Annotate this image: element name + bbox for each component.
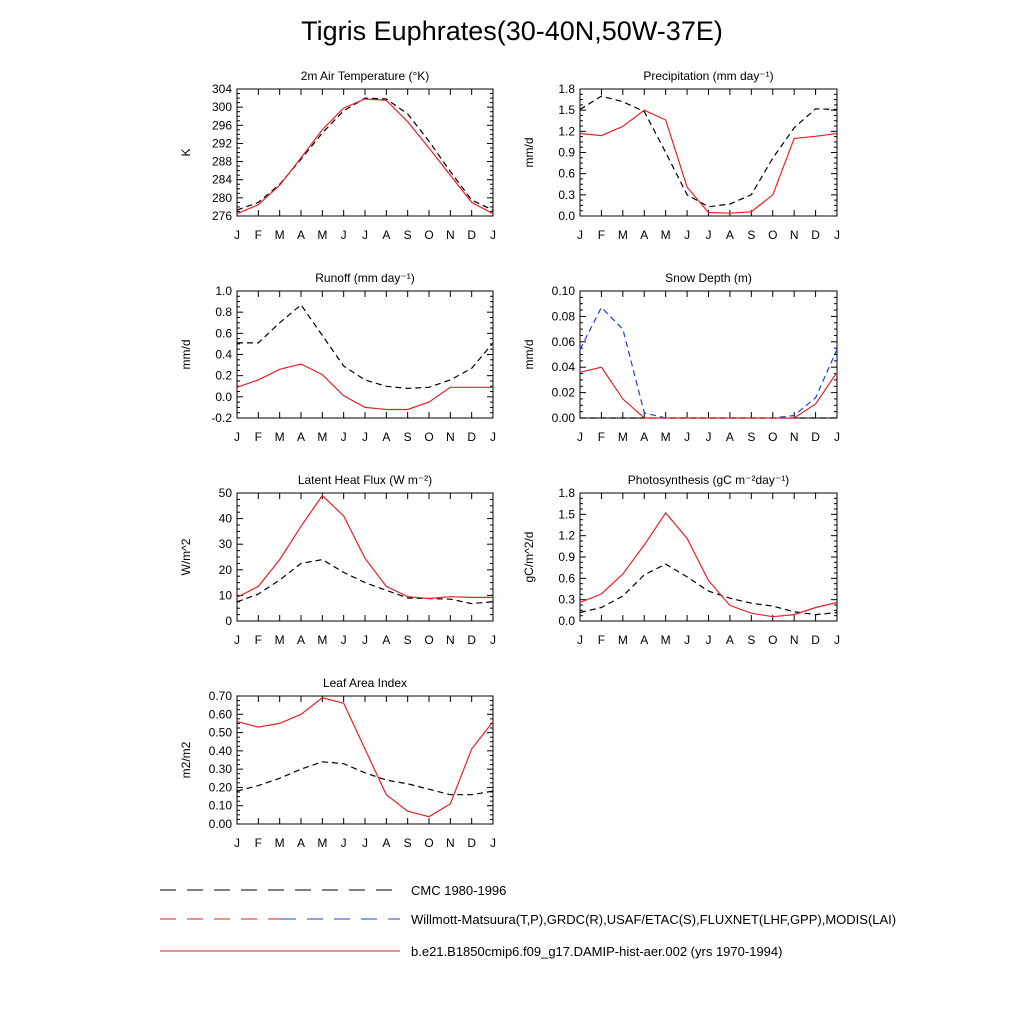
x-tick-label: M	[317, 228, 328, 242]
series-line-obs	[237, 305, 493, 389]
x-tick-label: J	[834, 430, 840, 444]
x-tick-label: N	[445, 836, 455, 850]
legend-label-2: b.e21.B1850cmip6.f09_g17.DAMIP-hist-aer.002 (yrs 1970-1994)	[411, 944, 783, 959]
y-tick-label: 292	[211, 136, 232, 151]
y-tick-label: 1.0	[215, 284, 232, 298]
x-tick-label: A	[725, 430, 734, 444]
x-tick-label: J	[340, 633, 347, 647]
x-tick-label: J	[340, 228, 347, 242]
series-line-model	[580, 513, 837, 617]
y-tick-label: 1.8	[558, 486, 575, 500]
x-tick-label: M	[617, 228, 628, 242]
y-tick-label: 0.3	[558, 187, 575, 202]
chart-panel-0	[179, 69, 496, 242]
y-tick-label: 0.30	[208, 762, 232, 777]
y-tick-label: 0.9	[558, 550, 575, 564]
x-tick-label: J	[490, 228, 496, 242]
y-tick-label: 0.02	[551, 385, 575, 400]
x-tick-label: S	[403, 633, 412, 647]
y-tick-label: 0.70	[208, 689, 232, 703]
x-tick-label: J	[234, 430, 240, 444]
y-tick-label: 0.40	[208, 743, 232, 758]
series-line-model	[237, 99, 493, 214]
x-tick-label: F	[597, 633, 606, 647]
x-tick-label: J	[234, 228, 240, 242]
y-axis-label: m2/m2	[179, 741, 193, 779]
x-tick-label: N	[445, 430, 455, 444]
panel-title: Photosynthesis (gC m⁻²day⁻¹)	[627, 473, 790, 487]
x-tick-label: M	[660, 633, 671, 647]
x-tick-label: J	[340, 836, 347, 850]
x-tick-label: J	[577, 228, 583, 242]
plot-frame	[580, 291, 837, 418]
y-tick-label: 0	[225, 614, 232, 628]
x-tick-label: A	[382, 430, 391, 444]
figure-title: Tigris Euphrates(30-40N,50W-37E)	[301, 16, 723, 46]
x-tick-label: S	[403, 228, 412, 242]
x-tick-label: N	[789, 430, 799, 444]
y-tick-label: 0.10	[551, 284, 575, 298]
x-tick-label: D	[467, 836, 477, 850]
x-tick-label: S	[403, 836, 412, 850]
x-tick-label: J	[490, 430, 496, 444]
y-tick-label: 1.2	[558, 124, 575, 139]
y-axis-label: mm/d	[522, 137, 536, 168]
y-tick-label: 0.6	[215, 326, 232, 341]
x-tick-label: O	[768, 430, 778, 444]
y-axis-label: mm/d	[179, 339, 193, 370]
x-tick-label: D	[467, 228, 477, 242]
x-tick-label: F	[254, 228, 263, 242]
panel-title: Precipitation (mm day⁻¹)	[643, 69, 774, 83]
x-tick-label: J	[490, 633, 496, 647]
series-line-obs	[580, 308, 837, 419]
y-tick-label: 0.50	[208, 725, 232, 740]
x-tick-label: O	[424, 836, 434, 850]
x-tick-label: J	[684, 633, 691, 647]
y-tick-label: 0.06	[551, 334, 575, 349]
y-tick-label: 1.5	[558, 103, 575, 118]
x-tick-label: J	[577, 633, 583, 647]
x-tick-label: J	[362, 633, 368, 647]
panel-title: Latent Heat Flux (W m⁻²)	[297, 473, 433, 487]
x-tick-label: M	[317, 633, 328, 647]
x-tick-label: M	[660, 430, 671, 444]
series-line-obs	[237, 98, 493, 210]
x-tick-label: J	[705, 228, 712, 242]
x-tick-label: J	[234, 836, 240, 850]
y-tick-label: 0.4	[215, 347, 232, 362]
x-tick-label: A	[640, 633, 649, 647]
y-tick-label: 0.6	[558, 571, 575, 586]
panel-title: Runoff (mm day⁻¹)	[315, 271, 415, 285]
y-tick-label: 296	[211, 118, 232, 133]
x-tick-label: N	[445, 633, 455, 647]
y-tick-label: 0.00	[208, 817, 232, 831]
x-tick-label: S	[747, 228, 756, 242]
x-tick-label: J	[362, 836, 368, 850]
x-tick-label: J	[340, 430, 347, 444]
x-tick-label: M	[617, 633, 628, 647]
x-tick-label: S	[747, 633, 756, 647]
x-tick-label: J	[362, 430, 368, 444]
x-tick-label: D	[467, 430, 477, 444]
y-tick-label: 10	[218, 588, 232, 603]
legend-label-1: Willmott-Matsuura(T,P),GRDC(R),USAF/ETAC(S),FLUXNET(LHF,GPP),MODIS(LAI)	[411, 912, 897, 927]
y-tick-label: 1.5	[558, 507, 575, 522]
chart-panel-1	[522, 69, 840, 242]
x-tick-label: A	[382, 228, 391, 242]
x-tick-label: M	[274, 228, 285, 242]
y-tick-label: 0.0	[558, 209, 575, 223]
y-tick-label: 276	[211, 209, 232, 223]
x-tick-label: J	[834, 633, 840, 647]
y-tick-label: -0.2	[211, 411, 232, 425]
plot-frame	[237, 696, 493, 824]
legend	[160, 883, 896, 959]
y-tick-label: 0.3	[558, 592, 575, 607]
x-tick-label: O	[424, 430, 434, 444]
x-tick-label: D	[811, 633, 820, 647]
y-tick-label: 1.8	[558, 82, 575, 96]
x-tick-label: A	[296, 633, 306, 647]
plot-frame	[580, 89, 837, 216]
y-axis-label: gC/m^2/d	[522, 531, 536, 583]
x-tick-label: J	[705, 633, 712, 647]
x-tick-label: O	[768, 228, 778, 242]
x-tick-label: F	[254, 836, 263, 850]
x-tick-label: J	[684, 430, 691, 444]
x-tick-label: F	[254, 633, 263, 647]
y-tick-label: 30	[218, 537, 232, 552]
x-tick-label: M	[617, 430, 628, 444]
x-tick-label: M	[274, 836, 285, 850]
x-tick-label: N	[445, 228, 455, 242]
y-tick-label: 40	[218, 511, 232, 526]
series-line-model	[237, 698, 493, 817]
y-tick-label: 0.10	[208, 798, 232, 813]
y-tick-label: 0.04	[551, 360, 575, 375]
panel-title: Snow Depth (m)	[665, 271, 752, 285]
y-tick-label: 0.6	[558, 166, 575, 181]
x-tick-label: M	[317, 836, 328, 850]
legend-label-0: CMC 1980-1996	[411, 883, 507, 898]
x-tick-label: F	[597, 430, 606, 444]
x-tick-label: F	[597, 228, 606, 242]
y-tick-label: 300	[211, 100, 232, 115]
x-tick-label: A	[296, 836, 306, 850]
x-tick-label: J	[362, 228, 368, 242]
series-line-obs	[580, 96, 837, 207]
y-tick-label: 0.2	[215, 368, 232, 383]
series-line-obs	[237, 762, 493, 795]
x-tick-label: J	[834, 228, 840, 242]
chart-panel-6	[179, 676, 496, 850]
y-tick-label: 288	[211, 154, 232, 169]
y-tick-label: 0.9	[558, 145, 575, 160]
x-tick-label: A	[725, 228, 734, 242]
y-tick-label: 0.8	[215, 305, 232, 320]
y-axis-label: mm/d	[522, 339, 536, 370]
y-tick-label: 0.0	[558, 614, 575, 628]
x-tick-label: S	[403, 430, 412, 444]
x-tick-label: O	[424, 633, 434, 647]
chart-panel-5	[522, 473, 840, 647]
x-tick-label: O	[424, 228, 434, 242]
y-tick-label: 0.00	[551, 411, 575, 425]
x-tick-label: M	[274, 430, 285, 444]
x-tick-label: A	[640, 430, 649, 444]
y-axis-label: K	[179, 148, 193, 157]
x-tick-label: D	[811, 430, 820, 444]
y-tick-label: 284	[211, 172, 232, 187]
x-tick-label: D	[467, 633, 477, 647]
x-tick-label: S	[747, 430, 756, 444]
x-tick-label: J	[234, 633, 240, 647]
x-tick-label: O	[768, 633, 778, 647]
x-tick-label: F	[254, 430, 263, 444]
x-tick-label: J	[577, 430, 583, 444]
y-tick-label: 0.08	[551, 309, 575, 324]
x-tick-label: N	[789, 228, 799, 242]
y-tick-label: 0.60	[208, 707, 232, 722]
plot-frame	[580, 493, 837, 621]
x-tick-label: A	[296, 430, 306, 444]
y-tick-label: 280	[211, 190, 232, 205]
y-tick-label: 20	[218, 562, 232, 577]
x-tick-label: A	[640, 228, 649, 242]
x-tick-label: N	[789, 633, 799, 647]
series-line-model	[580, 110, 837, 213]
x-tick-label: M	[317, 430, 328, 444]
x-tick-label: A	[382, 836, 391, 850]
x-tick-label: M	[660, 228, 671, 242]
x-tick-label: A	[725, 633, 734, 647]
series-line-model	[580, 367, 837, 418]
y-tick-label: 1.2	[558, 528, 575, 543]
chart-panel-2	[179, 271, 496, 444]
plot-frame	[237, 291, 493, 418]
x-tick-label: J	[705, 430, 712, 444]
y-tick-label: 0.20	[208, 780, 232, 795]
x-tick-label: J	[684, 228, 691, 242]
y-tick-label: 304	[211, 82, 232, 96]
x-tick-label: M	[274, 633, 285, 647]
x-tick-label: J	[490, 836, 496, 850]
y-tick-label: 50	[218, 486, 232, 500]
series-line-model	[237, 364, 493, 410]
chart-panel-3	[522, 271, 840, 444]
plot-frame	[237, 89, 493, 216]
panel-title: Leaf Area Index	[322, 676, 408, 690]
chart-panel-4	[179, 473, 496, 647]
x-tick-label: A	[296, 228, 306, 242]
x-tick-label: D	[811, 228, 820, 242]
series-line-obs	[580, 564, 837, 615]
panel-title: 2m Air Temperature (°K)	[300, 69, 430, 83]
y-tick-label: 0.0	[215, 389, 232, 404]
x-tick-label: A	[382, 633, 391, 647]
y-axis-label: W/m^2	[179, 538, 193, 576]
